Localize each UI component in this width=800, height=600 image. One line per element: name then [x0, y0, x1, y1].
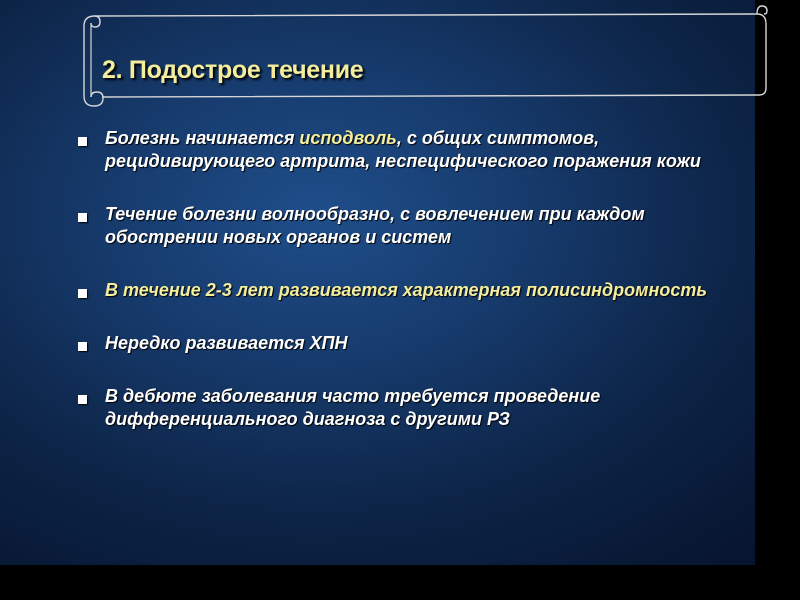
bullet-item [78, 279, 738, 302]
bullet-text: Нередко развивается ХПН [105, 333, 348, 353]
bullet-text: В дебюте заболевания часто требуется проведение дифференциального диагноза с другими РЗ [105, 386, 601, 429]
bullet-list [78, 127, 738, 461]
bullet-item [78, 203, 738, 249]
bullet-text: В течение 2-3 лет развивается характерная полисиндромность [105, 280, 708, 300]
bullet-item [78, 332, 738, 355]
square-bullet-icon [78, 289, 87, 298]
square-bullet-icon [78, 137, 87, 146]
square-bullet-icon [78, 395, 87, 404]
slide-title: 2. Подострое течение [102, 56, 364, 84]
bullet-item [78, 385, 738, 431]
bullet-highlight: исподволь [299, 128, 397, 148]
bullet-text-after: , с общих симптомов, рецидивирующего артрита, неспецифического поражения кожи [105, 128, 701, 171]
square-bullet-icon [78, 342, 87, 351]
bullet-item [78, 127, 738, 173]
bullet-text-before: Болезнь начинается [105, 128, 300, 148]
bullet-text: Течение болезни волнообразно, с вовлечением при каждом обострении новых органов и систем [105, 204, 645, 247]
square-bullet-icon [78, 213, 87, 222]
